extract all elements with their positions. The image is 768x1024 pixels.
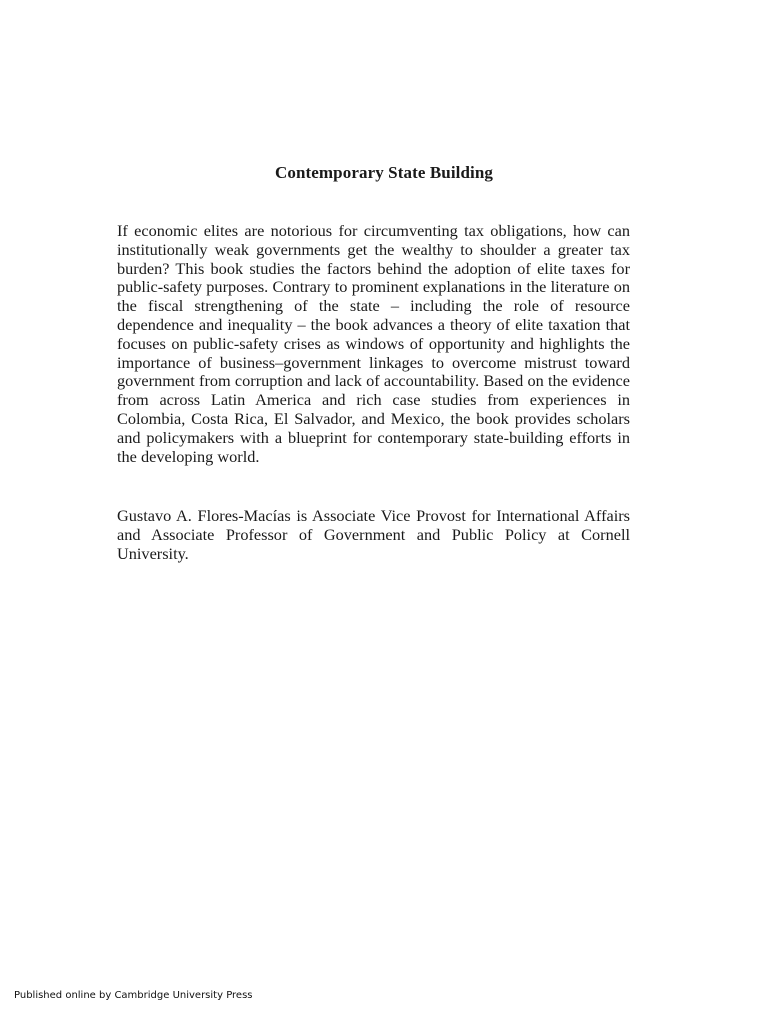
author-bio: Gustavo A. Flores-Macías is Associate Vice Provost for International Affairs and Associate Professor of Government and Public Policy at Cornell University.	[117, 506, 630, 563]
book-abstract: If economic elites are notorious for circumventing tax obligations, how can institutionally weak governments get the wealthy to shoulder a greater tax burden? This book studies the factors behind the adoption of elite taxes for public-safety purposes. Contrary to prominent explanations in the literature on the fiscal strengthening of the state – including the role of resource dependence and inequality – the book advances a theory of elite taxation that focuses on public-safety crises as windows of opportunity and highlights the importance of business–government linkages to overcome mistrust toward government from corruption and lack of accountability. Based on the evidence from across Latin America and rich case studies from experiences in Colombia, Costa Rica, El Salvador, and Mexico, the book provides scholars and policymakers with a blueprint for contemporary state-building efforts in the developing world.	[117, 221, 630, 466]
book-title: Contemporary State Building	[274, 163, 494, 182]
publisher-footer: Published online by Cambridge University Press	[14, 990, 253, 1001]
